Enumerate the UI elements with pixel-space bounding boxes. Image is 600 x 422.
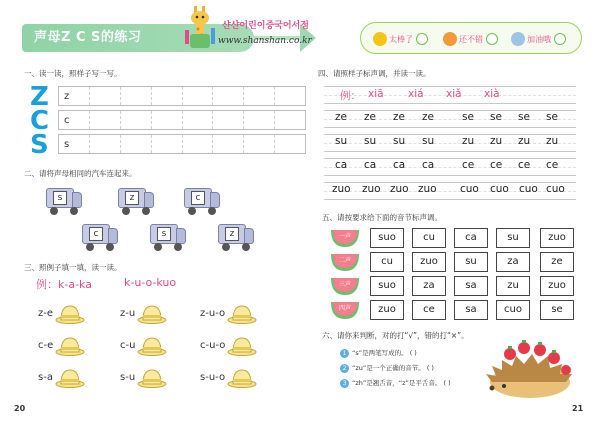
syllable-box[interactable]: cuo: [496, 300, 530, 320]
syllable: ze: [364, 111, 376, 123]
syllable-box[interactable]: za: [412, 276, 446, 296]
truck[interactable]: s: [46, 186, 82, 216]
syllable: ze: [335, 111, 347, 123]
hat-icon: [137, 366, 167, 388]
pikachu-face-icon: [373, 32, 387, 46]
syllable-box[interactable]: zu: [496, 276, 530, 296]
syllable: zuo: [362, 183, 381, 195]
syllable-box[interactable]: su: [496, 228, 530, 248]
hat-icon: [227, 302, 257, 324]
syllable-box[interactable]: se: [540, 300, 574, 320]
hat-icon: [227, 334, 257, 356]
watermelon-icon: [330, 228, 360, 248]
tone-line[interactable]: [324, 110, 576, 128]
bear-face-icon: [443, 32, 457, 46]
writing-row-s[interactable]: s: [58, 134, 306, 154]
syllable-box[interactable]: sa: [454, 276, 488, 296]
example-kuo: k-u-o-kuo: [124, 276, 177, 289]
syllable: zuo: [390, 183, 409, 195]
syllable-box[interactable]: suo: [370, 276, 404, 296]
svg-text:一声: 一声: [338, 233, 352, 240]
syllable: cuo: [460, 183, 479, 195]
syllable-box[interactable]: su: [454, 252, 488, 272]
truck[interactable]: s: [150, 222, 186, 252]
syllable: cuo: [546, 183, 565, 195]
syllable: se: [490, 111, 502, 123]
syllable: zu: [518, 135, 531, 147]
writing-row-c[interactable]: c: [58, 110, 306, 130]
syllable-box[interactable]: cu: [412, 228, 446, 248]
tone-line[interactable]: [324, 134, 576, 152]
syllable-box[interactable]: zuo: [540, 276, 574, 296]
judge-question[interactable]: 2 “zu”是一个正确的音节。 ( ): [340, 363, 434, 373]
syllable: su: [335, 135, 348, 147]
syllable: zu: [546, 135, 559, 147]
syllable: zuo: [332, 183, 351, 195]
spelling-item[interactable]: z-u-o: [200, 302, 257, 324]
syllable: zuo: [418, 183, 437, 195]
spelling-item[interactable]: c-u: [120, 334, 167, 356]
rating-good[interactable]: 还不错: [443, 31, 498, 47]
writing-row-z[interactable]: z: [58, 86, 306, 106]
brand-url: www.shanshan.co.kr: [218, 36, 312, 46]
judge-question[interactable]: 3 “zh”是翘舌音，“z”是平舌音。 ( ): [340, 378, 451, 388]
rating-circle[interactable]: [554, 33, 566, 45]
syllable: ca: [335, 159, 348, 171]
brand-korean: 샨샨어린이중국어서점: [222, 21, 309, 31]
hat-icon: [137, 302, 167, 324]
syllable: ze: [422, 111, 434, 123]
syllable: ce: [490, 159, 503, 171]
section5-title: 五、请按要求给下面的音节标声调。: [322, 213, 442, 222]
spelling-item[interactable]: z-e: [38, 302, 85, 324]
syllable: se: [546, 111, 558, 123]
example-label: 例：: [340, 90, 361, 102]
big-letter-c: C: [30, 106, 50, 136]
truck[interactable]: c: [184, 186, 220, 216]
spelling-item[interactable]: s-u: [120, 366, 167, 388]
self-rating-box: [360, 22, 582, 54]
truck[interactable]: z: [118, 186, 154, 216]
page-number-left: 20: [14, 404, 26, 413]
example-tone: xià: [484, 88, 500, 100]
syllable-box[interactable]: suo: [370, 228, 404, 248]
syllable: su: [364, 135, 377, 147]
syllable-box[interactable]: zuo: [370, 300, 404, 320]
syllable-box[interactable]: sa: [454, 300, 488, 320]
syllable-box[interactable]: ca: [454, 228, 488, 248]
syllable: ce: [518, 159, 531, 171]
section2-title: 二、请将声母相同的汽车连起来。: [24, 169, 137, 178]
syllable: ca: [393, 159, 406, 171]
rating-keep-going[interactable]: 加油哦: [511, 31, 566, 47]
watermelon-icon: [330, 252, 360, 272]
section4-title: 四、请照样子标声调，并读一读。: [318, 69, 431, 78]
watermelon-icon: [330, 300, 360, 320]
syllable: ce: [546, 159, 559, 171]
truck[interactable]: z: [218, 222, 254, 252]
syllable: cuo: [519, 183, 538, 195]
syllable-box[interactable]: cu: [370, 252, 404, 272]
syllable: se: [518, 111, 530, 123]
example-tone: xiá: [408, 88, 424, 100]
svg-text:四声: 四声: [338, 305, 352, 312]
svg-text:三声: 三声: [338, 281, 352, 288]
rating-circle[interactable]: [486, 33, 498, 45]
page-number-right: 21: [572, 404, 584, 413]
hedgehog-strawberry-icon: [482, 338, 578, 400]
syllable-box[interactable]: ze: [540, 252, 574, 272]
section1-title: 一、读一读，照样子写一写。: [24, 69, 122, 78]
syllable-box[interactable]: za: [496, 252, 530, 272]
example-tone: xiǎ: [446, 88, 462, 100]
syllable: ca: [364, 159, 377, 171]
syllable: su: [422, 135, 435, 147]
big-letter-s: S: [30, 130, 49, 160]
rating-excellent[interactable]: 太棒了: [373, 31, 428, 47]
tone-line[interactable]: [324, 158, 576, 176]
spelling-item[interactable]: s-u-o: [200, 366, 257, 388]
spelling-item[interactable]: c-e: [38, 334, 85, 356]
hat-icon: [227, 366, 257, 388]
svg-text:二声: 二声: [338, 257, 352, 264]
judge-question[interactable]: 1 “s”是两笔写成的。 ( ): [340, 348, 417, 358]
watermelon-icon: [330, 276, 360, 296]
hat-icon: [55, 366, 85, 388]
syllable-box[interactable]: zuo: [540, 228, 574, 248]
syllable: zu: [490, 135, 503, 147]
syllable: su: [393, 135, 406, 147]
mouse-face-icon: [511, 32, 525, 46]
rating-circle[interactable]: [416, 33, 428, 45]
giraffe-mascot-icon: [180, 4, 220, 52]
section3-title: 三、照例子填一填，读一读。: [24, 263, 122, 272]
hat-icon: [137, 334, 167, 356]
hat-icon: [55, 302, 85, 324]
syllable: ze: [393, 111, 405, 123]
syllable: ca: [422, 159, 435, 171]
spelling-item[interactable]: s-a: [38, 366, 85, 388]
hat-icon: [55, 334, 85, 356]
syllable: ce: [462, 159, 475, 171]
spelling-item[interactable]: c-u-o: [200, 334, 257, 356]
big-letter-z: Z: [30, 82, 49, 112]
syllable: se: [462, 111, 474, 123]
section6-title: 六、请你来判断，对的打“√”，错的打“×”。: [322, 331, 469, 340]
example-tone: xiā: [368, 88, 384, 100]
truck[interactable]: c: [82, 222, 118, 252]
syllable: cuo: [490, 183, 509, 195]
spelling-item[interactable]: z-u: [120, 302, 167, 324]
page-title: 声母Z C S的练习: [22, 24, 254, 52]
syllable-box[interactable]: ce: [412, 300, 446, 320]
example-kaka: 例：k-a-ka: [36, 278, 92, 291]
syllable-box[interactable]: zuo: [412, 252, 446, 272]
syllable: zu: [462, 135, 475, 147]
